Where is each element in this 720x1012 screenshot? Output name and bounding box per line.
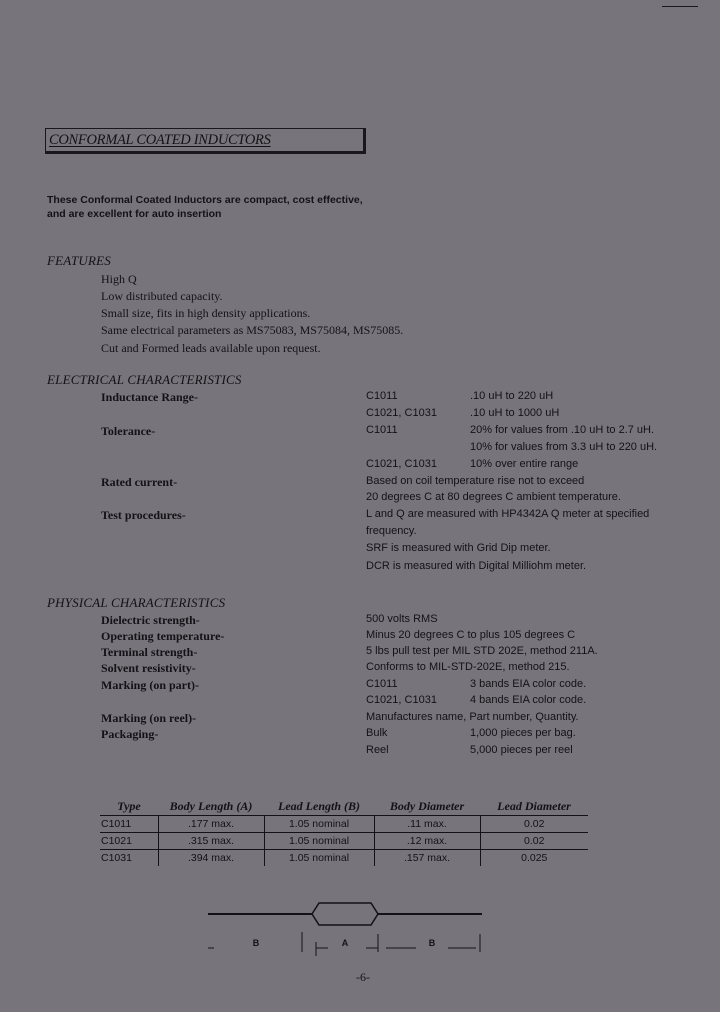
dim-label-b-right: B — [428, 938, 436, 948]
rated-current-label: Rated current- — [101, 475, 178, 489]
cell-body-length: .315 max. — [158, 833, 264, 850]
cell-type: C1021 — [100, 833, 158, 850]
packaging-value: 5,000 pieces per reel — [470, 744, 573, 756]
cell-lead-diameter: 0.025 — [480, 850, 588, 867]
title-box — [45, 128, 366, 154]
test-procedures-line: SRF is measured with Grid Dip meter. — [366, 542, 551, 554]
test-procedures-line: frequency. — [366, 525, 417, 537]
marking-part-value: 4 bands EIA color code. — [470, 694, 587, 706]
tolerance-value: 10% over entire range — [470, 458, 579, 470]
packaging-value: 1,000 pieces per bag. — [470, 727, 576, 739]
tolerance-model: C1011 — [366, 424, 398, 436]
col-lead-length: Lead Length (B) — [264, 799, 374, 816]
cell-lead-length: 1.05 nominal — [264, 816, 374, 833]
inductor-dimension-diagram — [200, 890, 500, 960]
features-heading: FEATURES — [47, 253, 111, 268]
packaging-model: Bulk — [366, 727, 388, 739]
table-row — [100, 816, 588, 833]
cell-type: C1011 — [100, 816, 158, 833]
cell-type: C1031 — [101, 852, 132, 864]
tolerance-label: Tolerance- — [101, 424, 156, 438]
tolerance-value: 20% for values from .10 uH to 2.7 uH. — [470, 424, 655, 436]
marking-part-value: 3 bands EIA color code. — [470, 678, 587, 690]
intro-line-2: and are excellent for auto insertion — [47, 208, 222, 220]
inductance-model: C1011 — [366, 390, 398, 402]
solvent-label: Solvent resistivity- — [101, 661, 196, 675]
dielectric-label: Dielectric strength- — [101, 613, 200, 627]
col-body-length: Body Length (A) — [158, 799, 264, 816]
marking-reel-value: Manufactures name, Part number, Quantity. — [366, 711, 579, 723]
electrical-heading: ELECTRICAL CHARACTERISTICS — [47, 372, 242, 387]
marking-reel-label: Marking (on reel)- — [101, 711, 197, 725]
col-type: Type — [100, 799, 158, 816]
cell-body-diameter: .157 max. — [374, 850, 480, 867]
top-rule — [662, 6, 698, 7]
packaging-model: Reel — [366, 744, 389, 756]
physical-heading: PHYSICAL CHARACTERISTICS — [47, 595, 226, 610]
page-number: -6- — [356, 970, 370, 984]
marking-part-model: C1021, C1031 — [366, 694, 437, 706]
test-procedures-line: DCR is measured with Digital Milliohm meter. — [366, 560, 587, 572]
cell-body-diameter: .11 max. — [374, 816, 480, 833]
inductance-label: Inductance Range- — [101, 390, 199, 404]
col-lead-diameter: Lead Diameter — [480, 799, 588, 816]
inductance-value: .10 uH to 1000 uH — [470, 407, 560, 419]
tolerance-value: 10% for values from 3.3 uH to 220 uH. — [470, 441, 658, 453]
cell-body-diameter: .12 max. — [374, 833, 480, 850]
feature-item: Small size, fits in high density applications. — [101, 306, 311, 320]
spec-table — [100, 799, 588, 866]
intro-line-1: These Conformal Coated Inductors are compact, cost effective, — [47, 194, 363, 206]
rated-current-line: 20 degrees C at 80 degrees C ambient temperature. — [366, 491, 621, 503]
tolerance-model: C1021, C1031 — [366, 458, 437, 470]
operating-temp-label: Operating temperature- — [101, 629, 225, 643]
terminal-strength-value: 5 lbs pull test per MIL STD 202E, method 211A. — [366, 645, 598, 657]
test-procedures-line: L and Q are measured with HP4342A Q meter at specified — [366, 508, 650, 520]
marking-part-model: C1011 — [366, 678, 398, 690]
col-body-diameter: Body Diameter — [374, 799, 480, 816]
operating-temp-value: Minus 20 degrees C to plus 105 degrees C — [366, 629, 576, 641]
feature-item: High Q — [101, 272, 137, 286]
dim-label-a: A — [341, 938, 349, 948]
marking-part-label: Marking (on part)- — [101, 678, 199, 692]
dim-label-b-left: B — [252, 938, 260, 948]
cell-body-length: .394 max. — [158, 850, 264, 867]
cell-body-length: .177 max. — [158, 816, 264, 833]
test-procedures-label: Test procedures- — [101, 508, 186, 522]
cell-lead-diameter: 0.02 — [480, 833, 588, 850]
feature-item: Same electrical parameters as MS75083, MS75084, MS75085. — [101, 323, 404, 337]
cell-lead-length: 1.05 nominal — [264, 850, 374, 867]
rated-current-line: Based on coil temperature rise not to exceed — [366, 475, 585, 487]
table-row — [100, 833, 588, 850]
inductance-model: C1021, C1031 — [366, 407, 437, 419]
feature-item: Cut and Formed leads available upon request. — [101, 341, 321, 355]
cell-lead-length: 1.05 nominal — [264, 833, 374, 850]
solvent-value: Conforms to MIL-STD-202E, method 215. — [366, 661, 570, 673]
cell-lead-diameter: 0.02 — [480, 816, 588, 833]
inductance-value: .10 uH to 220 uH — [470, 390, 554, 402]
page-title: CONFORMAL COATED INDUCTORS — [49, 132, 271, 148]
dielectric-value: 500 volts RMS — [366, 613, 438, 625]
table-header-row — [100, 799, 588, 816]
terminal-strength-label: Terminal strength- — [101, 645, 198, 659]
table-row — [100, 850, 588, 867]
feature-item: Low distributed capacity. — [101, 289, 223, 303]
inductor-body — [312, 903, 378, 925]
packaging-label: Packaging- — [101, 727, 159, 741]
